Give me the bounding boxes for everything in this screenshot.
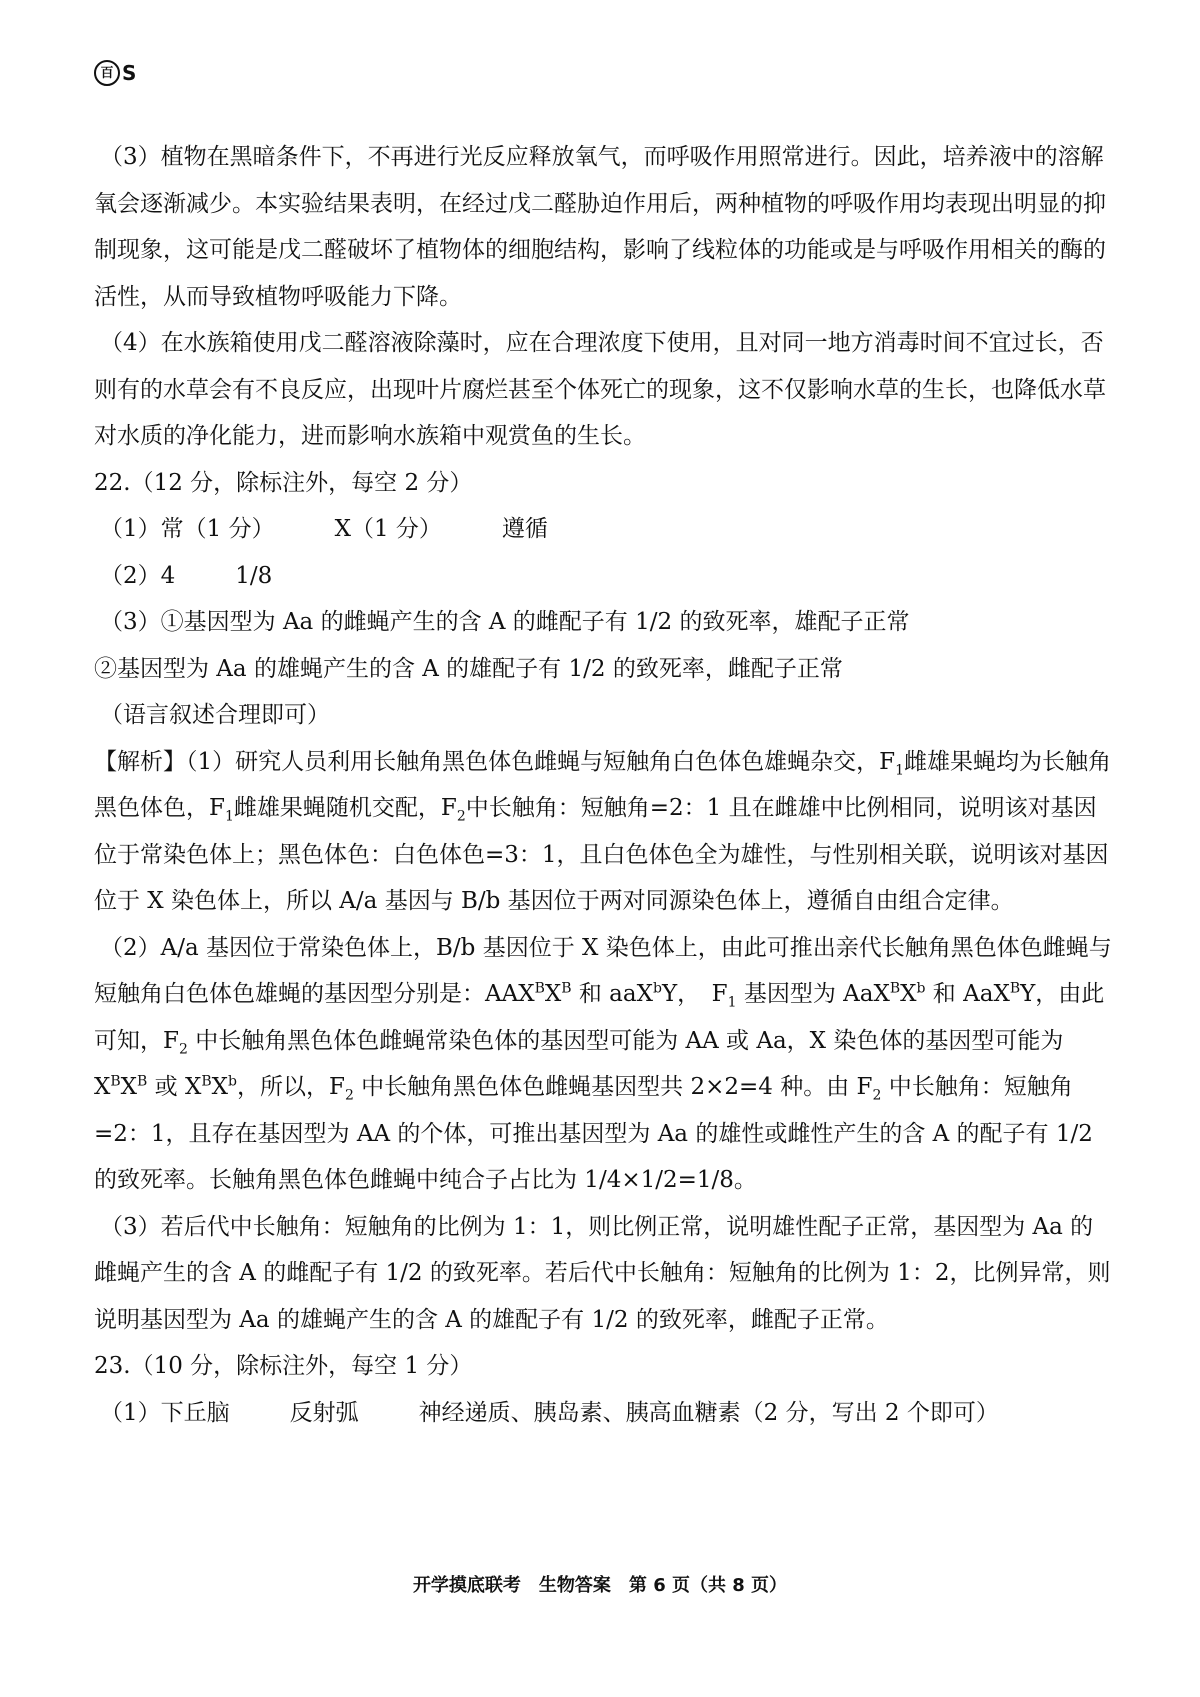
superscript: b [652, 980, 662, 997]
q22-1-part-b: X（1 分） [334, 516, 442, 542]
q22-answer-3a: （3）①基因型为 Aa 的雌蝇产生的含 A 的雌配子有 1/2 的致死率，雄配子正常 [100, 609, 910, 635]
q22-1-part-a: （1）常（1 分） [100, 516, 275, 542]
subscript: 2 [178, 1041, 188, 1058]
text-run: 或 X [147, 1074, 202, 1100]
subscript: 2 [872, 1087, 882, 1104]
text-run: 中长触角：短触角=2：1 且在雌雄中比例相同，说明该对基因位于常染色体上；黑色体色：白色体色=3：1，且白色体色全为雄性，与性别相关联，说明该对基因位于 X 染色体上，所以 A/a 基因与 B/b 基因位于两对同源染色体上，遵循自由组合定律。 [94, 795, 1109, 914]
text-run: X [211, 1074, 229, 1100]
text-run: （2）A/a 基因位于常染色体上，B/b 基因位于 X 染色体上，由此可推出亲代长触角黑色体色雌蝇与短触角白色体色雄蝇的基因型分别是：AAX [94, 934, 1112, 1007]
subscript: 2 [344, 1087, 354, 1104]
analysis-1 [94, 739, 1112, 925]
text-run: Y， F [661, 981, 728, 1007]
subscript: 1 [727, 994, 737, 1011]
q22-answer-3b: ②基因型为 Aa 的雄蝇产生的含 A 的雄配子有 1/2 的致死率，雌配子正常 [94, 655, 843, 682]
text-run: X [900, 981, 917, 1007]
superscript: B [561, 980, 572, 997]
subscript: 1 [224, 808, 234, 825]
analysis-3: （3）若后代中长触角：短触角的比例为 1：1，则比例正常，说明雄性配子正常，基因型为 Aa 的雌蝇产生的含 A 的雌配子有 1/2 的致死率。若后代中长触角：短触角的比例为 1：2，比例异常，则说明基因型为 Aa 的雄蝇产生的含 A 的雄配子有 1/2 的致死率，雌配子正常。 [94, 1213, 1111, 1333]
subscript: 2 [456, 808, 466, 825]
text-run: 中长触角：短触角=2：1，且存在基因型为 AA 的个体，可推出基因型为 Aa 的雄性或雌性产生的含 A 的配子有 1/2 的致死率。长触角黑色体色雌蝇中纯合子占比为 1/4×1/2=1/8。 [94, 1074, 1093, 1193]
q23-answer-1 [94, 1390, 1112, 1437]
q22-2-part-a: （2）4 [100, 562, 176, 589]
superscript: B [534, 980, 545, 997]
superscript: b [228, 1073, 237, 1090]
question-22-title: 22.（12 分，除标注外，每空 2 分） [94, 469, 473, 496]
superscript: B [110, 1073, 121, 1090]
text-run: 中长触角黑色体色雌蝇基因型共 2×2=4 种。由 F [353, 1074, 873, 1100]
text-run: ，所以，F [236, 1074, 345, 1100]
page-footer: 开学摸底联考 生物答案 第 6 页（共 8 页） [412, 1575, 788, 1596]
answer-content [94, 134, 1112, 1436]
superscript: B [137, 1073, 148, 1090]
logo-circle-icon: 百 [94, 60, 120, 86]
analysis-2 [94, 925, 1112, 1204]
q22-answer-1 [94, 506, 1112, 553]
q22-answer-2 [94, 553, 1112, 600]
subscript: 1 [895, 762, 905, 779]
q22-2-part-b: 1/8 [235, 562, 273, 589]
q23-1-part-b: 反射弧 [289, 1399, 359, 1426]
text-run: 【解析】（1）研究人员利用长触角黑色体色雌蝇与短触角白色体色雄蝇杂交，F [94, 748, 896, 775]
text-run: 中长触角黑色体色雌蝇常染色体的基因型可能为 AA 或 Aa，X 染色体的基因型可能为 X [94, 1027, 1064, 1100]
q22-answer-3c: （语言叙述合理即可） [100, 702, 330, 728]
q23-1-part-a: （1）下丘脑 [100, 1399, 230, 1426]
text-run: Y，由此可知，F [94, 981, 1105, 1054]
text-run: 雌雄果蝇均为长触角黑色体色，F [94, 748, 1112, 821]
text-run: 和 aaX [571, 981, 653, 1007]
superscript: B [201, 1073, 212, 1090]
text-run: 雌雄果蝇随机交配，F [233, 795, 457, 821]
question-23-title: 23.（10 分，除标注外，每空 1 分） [94, 1353, 473, 1379]
q22-1-part-c: 遵循 [501, 516, 548, 542]
logo [94, 60, 136, 86]
text-run: 基因型为 AaX [736, 981, 890, 1007]
superscript: b [916, 980, 926, 997]
superscript: B [1009, 980, 1021, 997]
logo-letter: S [122, 61, 137, 85]
superscript: B [889, 980, 901, 997]
text-run: X [120, 1074, 138, 1100]
q23-1-part-c: 神经递质、胰岛素、胰高血糖素（2 分，写出 2 个即可） [418, 1399, 999, 1426]
paragraph-3: （3）植物在黑暗条件下，不再进行光反应释放氧气，而呼吸作用照常进行。因此，培养液中的溶解氧会逐渐减少。本实验结果表明，在经过戊二醛胁迫作用后，两种植物的呼吸作用均表现出明显的抑制现象，这可能是戊二醛破坏了植物体的细胞结构，影响了线粒体的功能或是与呼吸作用相关的酶的活性，从而导致植物呼吸能力下降。 [94, 144, 1106, 310]
text-run: X [544, 981, 562, 1007]
text-run: 和 AaX [925, 981, 1010, 1007]
paragraph-4: （4）在水族箱使用戊二醛溶液除藻时，应在合理浓度下使用，且对同一地方消毒时间不宜过长，否则有的水草会有不良反应，出现叶片腐烂甚至个体死亡的现象，这不仅影响水草的生长，也降低水草对水质的净化能力，进而影响水族箱中观赏鱼的生长。 [94, 330, 1106, 449]
